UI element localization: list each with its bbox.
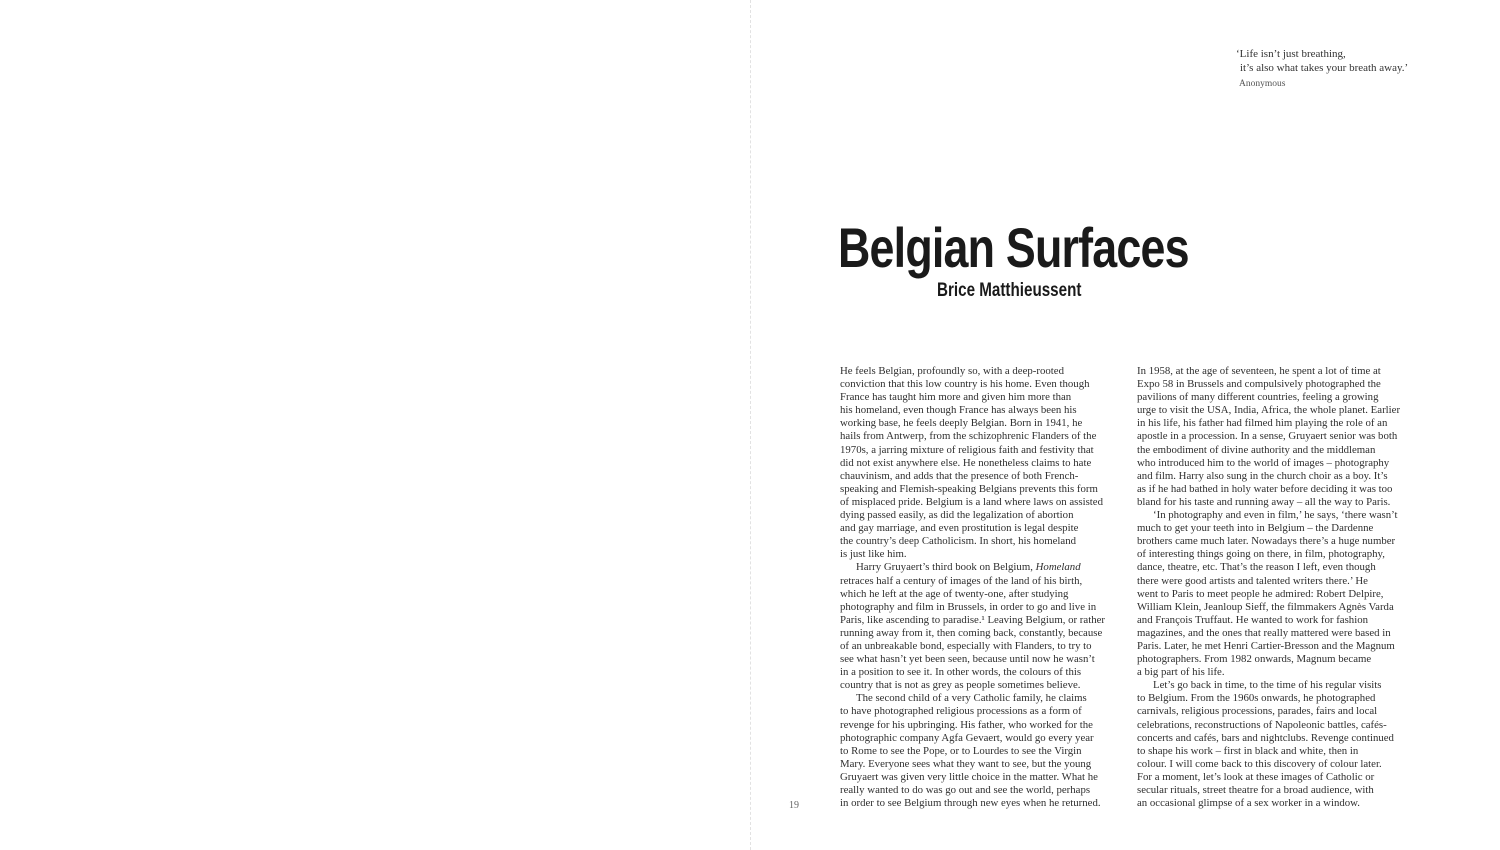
text-line: and François Truffaut. He wanted to work for fashion — [1137, 613, 1368, 626]
text-line: country that is not as grey as people sometimes believe. — [840, 679, 1081, 692]
text-line: William Klein, Jeanloup Sieff, the filmmakers Agnès Varda — [1137, 600, 1394, 613]
page-number: 19 — [789, 800, 799, 811]
text-line: dying passed easily, as did the legalization of abortion — [840, 509, 1074, 522]
chapter-title: Belgian Surfaces — [838, 216, 1189, 279]
text-line: France has taught him more and given him more than — [840, 391, 1072, 404]
text-line: dance, theatre, etc. That’s the reason I left, even though — [1137, 561, 1376, 574]
text-line: and gay marriage, and even prostitution is legal despite — [840, 522, 1079, 535]
text-line: bland for his taste and running away – all the way to Paris. — [1137, 495, 1391, 508]
epigraph — [1236, 48, 1476, 89]
text-line: Mary. Everyone sees what they want to see, but the young — [840, 757, 1092, 770]
text-line: Expo 58 in Brussels and compulsively photographed the — [1137, 378, 1381, 391]
epigraph-line-2: it’s also what takes your breath away.’ — [1240, 61, 1409, 74]
text-line: The second child of a very Catholic family, he claims — [856, 692, 1087, 705]
author-name: Brice Matthieussent — [937, 280, 1082, 301]
text-line: Harry Gruyaert’s third book on Belgium, Homeland — [856, 561, 1081, 574]
text-line: concerts and cafés, bars and nightclubs. Revenge continued — [1137, 731, 1394, 744]
text-line: in his life, his father had filmed him playing the role of an — [1137, 417, 1388, 430]
text-line: brothers came much later. Nowadays there’s a huge number — [1137, 535, 1396, 548]
text-line: his homeland, even though France has always been his — [840, 404, 1077, 417]
body-column-right — [1137, 365, 1427, 810]
text-line: conviction that this low country is his home. Even though — [840, 378, 1090, 391]
text-line: chauvinism, and adds that the presence of both French- — [840, 469, 1079, 482]
text-line: an occasional glimpse of a sex worker in a window. — [1137, 797, 1360, 810]
text-line: the embodiment of divine authority and the middleman — [1137, 443, 1376, 456]
text-line: hails from Antwerp, from the schizophrenic Flanders of the — [840, 430, 1097, 443]
text-line: Let’s go back in time, to the time of his regular visits — [1153, 679, 1382, 692]
text-line: much to get your teeth into in Belgium – the Dardenne — [1137, 522, 1374, 535]
text-line: in order to see Belgium through new eyes when he returned. — [840, 797, 1101, 810]
text-line: 1970s, a jarring mixture of religious faith and festivity that — [840, 443, 1094, 456]
text-line: For a moment, let’s look at these images of Catholic or — [1137, 770, 1375, 783]
text-line: Gruyaert was given very little choice in the matter. What he — [840, 770, 1098, 783]
text-line: of interesting things going on there, in film, photography, — [1137, 548, 1385, 561]
text-line: pavilions of many different countries, feeling a growing — [1137, 391, 1379, 404]
text-line: in a position to see it. In other words, the colours of this — [840, 666, 1082, 679]
text-line: colour. I will come back to this discovery of colour later. — [1137, 757, 1382, 770]
text-line: see what hasn’t yet been seen, because until now he wasn’t — [840, 653, 1095, 666]
text-line: speaking and Flemish-speaking Belgians prevents this form — [840, 482, 1098, 495]
text-line: running away from it, then coming back, constantly, because — [840, 626, 1103, 639]
text-line: working base, he feels deeply Belgian. Born in 1941, he — [840, 417, 1083, 430]
text-line: carnivals, religious processions, parades, fairs and local — [1137, 705, 1378, 718]
text-line: the country’s deep Catholicism. In short, his homeland — [840, 535, 1076, 548]
text-line: as if he had bathed in holy water before deciding it was too — [1137, 482, 1393, 495]
text-line: celebrations, reconstructions of Napoleonic battles, cafés- — [1137, 718, 1387, 731]
text-line: to shape his work – first in black and white, then in — [1137, 744, 1359, 757]
text-line: of an unbreakable bond, especially with Flanders, to try to — [840, 639, 1092, 652]
text-line: did not exist anywhere else. He nonetheless claims to hate — [840, 456, 1092, 469]
body-column-left — [840, 365, 1130, 810]
text-line: of misplaced pride. Belgium is a land where laws on assisted — [840, 495, 1103, 508]
text-line: secular rituals, street theatre for a broad audience, with — [1137, 784, 1374, 796]
epigraph-line-1: ‘Life isn’t just breathing, — [1236, 48, 1346, 60]
text-line: Paris. Later, he met Henri Cartier-Bresson and the Magnum — [1137, 639, 1395, 652]
text-line: to Rome to see the Pope, or to Lourdes to see the Virgin — [840, 744, 1082, 757]
text-line: really wanted to do was go out and see the world, perhaps — [840, 784, 1091, 796]
text-line: photography and film in Brussels, in order to go and live in — [840, 600, 1097, 613]
text-line: to have photographed religious processions as a form of — [840, 705, 1082, 718]
text-line: retraces half a century of images of the land of his birth, — [840, 574, 1083, 587]
text-line: urge to visit the USA, India, Africa, the whole planet. Earlier — [1137, 404, 1401, 417]
text-line: who introduced him to the world of images – photography — [1137, 456, 1390, 469]
text-line: photographic company Agfa Gevaert, would go every year — [840, 731, 1094, 744]
text-line: went to Paris to meet people he admired: Robert Delpire, — [1137, 587, 1384, 600]
text-line: apostle in a procession. In a sense, Gruyaert senior was both — [1137, 430, 1398, 443]
text-line: magazines, and the ones that really mattered were based in — [1137, 626, 1391, 639]
text-line: which he left at the age of twenty-one, after studying — [840, 587, 1069, 600]
text-line: In 1958, at the age of seventeen, he spent a lot of time at — [1137, 365, 1381, 377]
text-line: photographers. From 1982 onwards, Magnum became — [1137, 653, 1372, 666]
epigraph-attribution: Anonymous — [1239, 79, 1286, 89]
text-line: is just like him. — [840, 548, 907, 561]
text-line: a big part of his life. — [1137, 666, 1225, 679]
text-line: Paris, like ascending to paradise.¹ Leaving Belgium, or rather — [840, 613, 1105, 626]
text-line: and film. Harry also sung in the church choir as a boy. It’s — [1137, 469, 1388, 482]
text-line: there were good artists and talented writers there.’ He — [1137, 574, 1368, 587]
text-line: He feels Belgian, profoundly so, with a deep-rooted — [840, 365, 1064, 377]
text-line: ‘In photography and even in film,’ he says, ‘there wasn’t — [1153, 509, 1398, 522]
text-line: to Belgium. From the 1960s onwards, he photographed — [1137, 692, 1376, 705]
text-line: revenge for his upbringing. His father, who worked for the — [840, 718, 1093, 731]
